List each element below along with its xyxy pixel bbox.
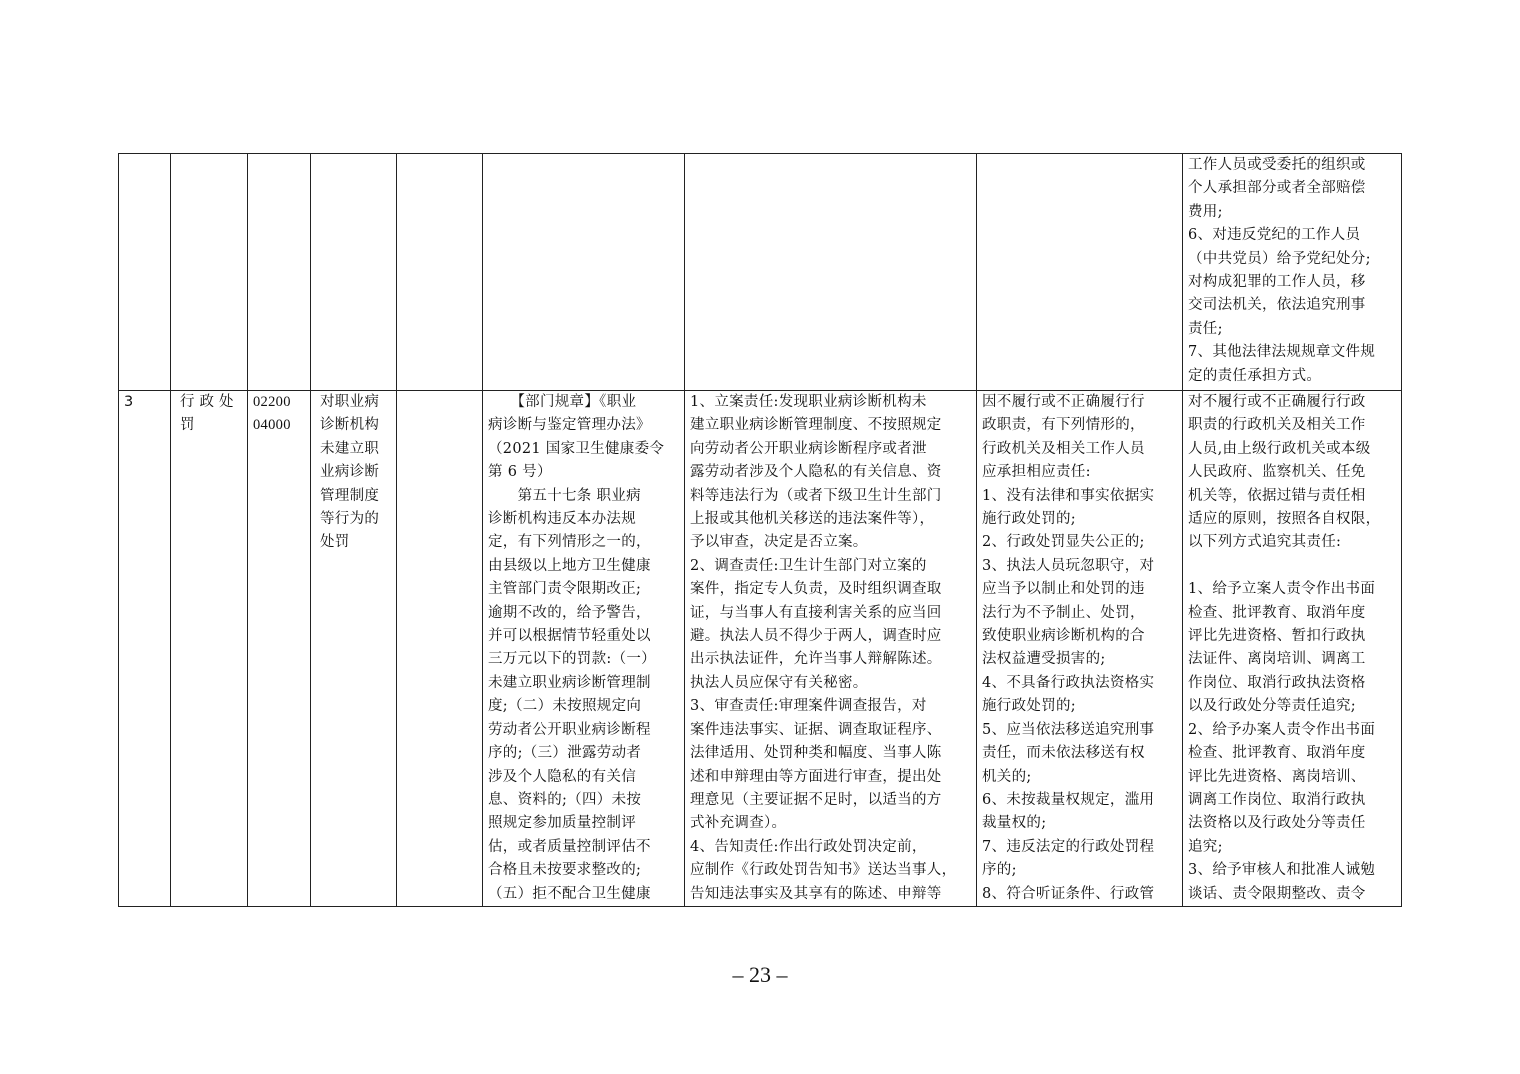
code-text: 02200 04000 xyxy=(253,394,291,434)
responsibility-methods-text: 对不履行或不正确履行行政 职责的行政机关及相关工作 人员,由上级行政机关或本级 人民政府、监察机关、任免 机关等，依据过错与责任相 适应的原则，按照各自权限， 以下列方式追究其责任: 1、给予立案人责令作出书面 检查、批评教育、取消年度 评比先进资格、暂扣行政执 法证件、离岗培训、调离工 作岗位、取消行政执法资格 以及行政处分等责任追究; 2、给予办案人责令作出书面 检查、批评教育、取消年度 评比先进资格、离岗培训、 调离工作岗位、取消行政执 法资格以及行政处分等责任 追究; 3、给予审核人和批准人诫勉 谈话、责令限期整改、责令 xyxy=(1188,394,1381,902)
item-name-text: 对职业病 诊断机构 未建立职 业病诊断 管理制度 等行为的 处罚 xyxy=(320,394,380,551)
responsibility-items-text: 1、立案责任:发现职业病诊断机构未 建立职业病诊断管理制度、不按照规定 向劳动者公开职业病诊断程序或者泄 露劳动者涉及个人隐私的有关信息、资 料等违法行为（或者下级卫生计生部门 上报或其他机关移送的违法案件等）， 予以审查，决定是否立案。 2、调查责任:卫生计生部门对立案的 案件，指定专人负责，及时组织调查取 证，与当事人有直接利害关系的应当回 避。执法人员不得少于两人，调查时应 出示执法证件，允许当事人辩解陈述。 执法人员应保守有关秘密。 3、审查责任:审理案件调查报告，对 案件违法事实、证据、调查取证程序、 法律适用、处罚种类和幅度、当事人陈 述和申辩理由等方面进行审查，提出处 理意见（主要证据不足时，以适当的方 式补充调查）。 4、告知责任:作出行政处罚决定前， 应制作《行政处罚告知书》送达当事人， 告知违法事实及其享有的陈述、申辩等 xyxy=(690,394,957,902)
row-index: 3 xyxy=(124,394,134,410)
accountability-cases-cell xyxy=(977,154,1183,391)
table-row xyxy=(119,154,1402,391)
authority-table xyxy=(118,153,1402,907)
page-number: – 23 – xyxy=(732,962,788,987)
responsibility-items-cell xyxy=(685,391,977,907)
responsibility-methods-cell xyxy=(1183,154,1402,391)
category-cell xyxy=(171,391,248,907)
category-cell xyxy=(171,154,248,391)
responsibility-methods-cell xyxy=(1183,391,1402,907)
index-cell xyxy=(119,391,171,907)
item-name-cell xyxy=(311,391,397,907)
index-cell xyxy=(119,154,171,391)
responsibility-methods-text: 工作人员或受委托的组织或 个人承担部分或者全部赔偿 费用; 6、对违反党纪的工作人员 （中共党员）给予党纪处分; 对构成犯罪的工作人员，移 交司法机关，依法追究刑事 责任; 7、其他法律法规规章文件规 定的责任承担方式。 xyxy=(1188,157,1376,384)
accountability-cases-text: 因不履行或不正确履行行 政职责，有下列情形的， 行政机关及相关工作人员 应承担相应责任: 1、没有法律和事实依据实 施行政处罚的; 2、行政处罚显失公正的; 3、执法人员玩忽职守，对 应当予以制止和处罚的违 法行为不予制止、处罚， 致使职业病诊断机构的合 法权益遭受损害的; 4、不具备行政执法资格实 施行政处罚的; 5、应当依法移送追究刑事 责任，而未依法移送有权 机关的; 6、未按裁量权规定，滥用 裁量权的; 7、违反法定的行政处罚程 序的; 8、符合听证条件、行政管 xyxy=(982,394,1155,902)
table-row xyxy=(119,391,1402,907)
code-cell xyxy=(248,154,311,391)
legal-basis-text: 【部门规章】《职业 病诊断与鉴定管理办法》 （2021 国家卫生健康委令 第 6 号） 第五十七条 职业病 诊断机构违反本办法规 定，有下列情形之一的， 由县级以上地方卫生健康 主管部门责令限期改正; 逾期不改的，给予警告， 并可以根据情节轻重处以 三万元以下的罚款:（一） 未建立职业病诊断管理制 度;（二）未按照规定向 劳动者公开职业病诊断程 序的;（三）泄露劳动者 涉及个人隐私的有关信 息、资料的;（四）未按 照规定参加质量控制评 估，或者质量控制评估不 合格且未按要求整改的; （五）拒不配合卫生健康 xyxy=(488,394,665,902)
responsibility-items-cell xyxy=(685,154,977,391)
code-cell xyxy=(248,391,311,907)
sub-item-cell xyxy=(397,154,483,391)
accountability-cases-cell xyxy=(977,391,1183,907)
legal-basis-cell xyxy=(483,391,685,907)
legal-basis-cell xyxy=(483,154,685,391)
sub-item-cell xyxy=(397,391,483,907)
item-name-cell xyxy=(311,154,397,391)
category-text: 行政处 罚 xyxy=(180,394,239,434)
